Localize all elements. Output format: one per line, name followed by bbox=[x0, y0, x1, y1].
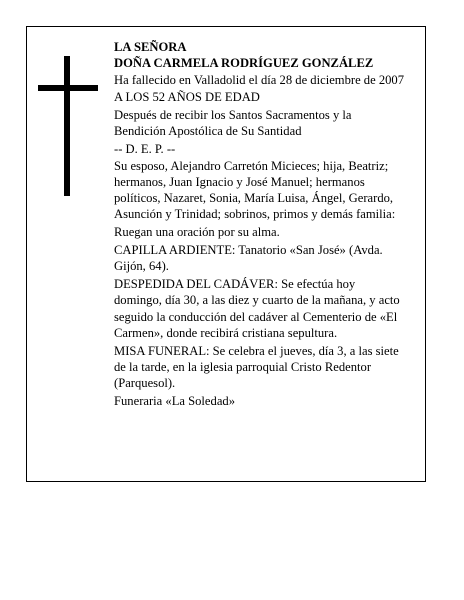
farewell-info: DESPEDIDA DEL CADÁVER: Se efectúa hoy domingo, día 30, a las diez y cuarto de la mañana, y acto seguido la conducción del cadáver al Cementerio de «El Carmen», donde recibirá cristiana sepultura. bbox=[114, 277, 400, 341]
notice-heading-title: LA SEÑORA bbox=[114, 40, 187, 54]
latin-cross-icon bbox=[38, 56, 98, 196]
sacraments-line: Después de recibir los Santos Sacramentos y la Bendición Apostólica de Su Santidad bbox=[114, 108, 352, 139]
funeral-mass-info: MISA FUNERAL: Se celebra el jueves, día 3, a las siete de la tarde, en la iglesia parroquial Cristo Redentor (Parquesol). bbox=[114, 343, 399, 391]
funeral-home: Funeraria «La Soledad» bbox=[114, 394, 235, 409]
cross-vertical-bar bbox=[64, 56, 70, 196]
deceased-name: DOÑA CARMELA RODRÍGUEZ GONZÁLEZ bbox=[114, 56, 374, 71]
chapel-info: CAPILLA ARDIENTE: Tanatorio «San José» (Avda. Gijón, 64). bbox=[114, 243, 383, 274]
cross-horizontal-bar bbox=[38, 85, 98, 91]
family-paragraph: Su esposo, Alejandro Carretón Micieces; hija, Beatriz; hermanos, Juan Ignacio y José Manuel; hermanos políticos, Nazaret, Sonia, María Luisa, Ángel, Gerardo, Asunción y Trinidad; sobrinos, primos y demás familia: bbox=[114, 158, 396, 222]
age-line: A LOS 52 AÑOS DE EDAD bbox=[114, 90, 260, 105]
prayer-request: Ruegan una oración por su alma. bbox=[114, 225, 280, 240]
death-announcement: Ha fallecido en Valladolid el día 28 de diciembre de 2007 bbox=[114, 72, 405, 87]
obituary-text bbox=[114, 39, 406, 410]
rip-line: -- D. E. P. -- bbox=[114, 142, 176, 157]
